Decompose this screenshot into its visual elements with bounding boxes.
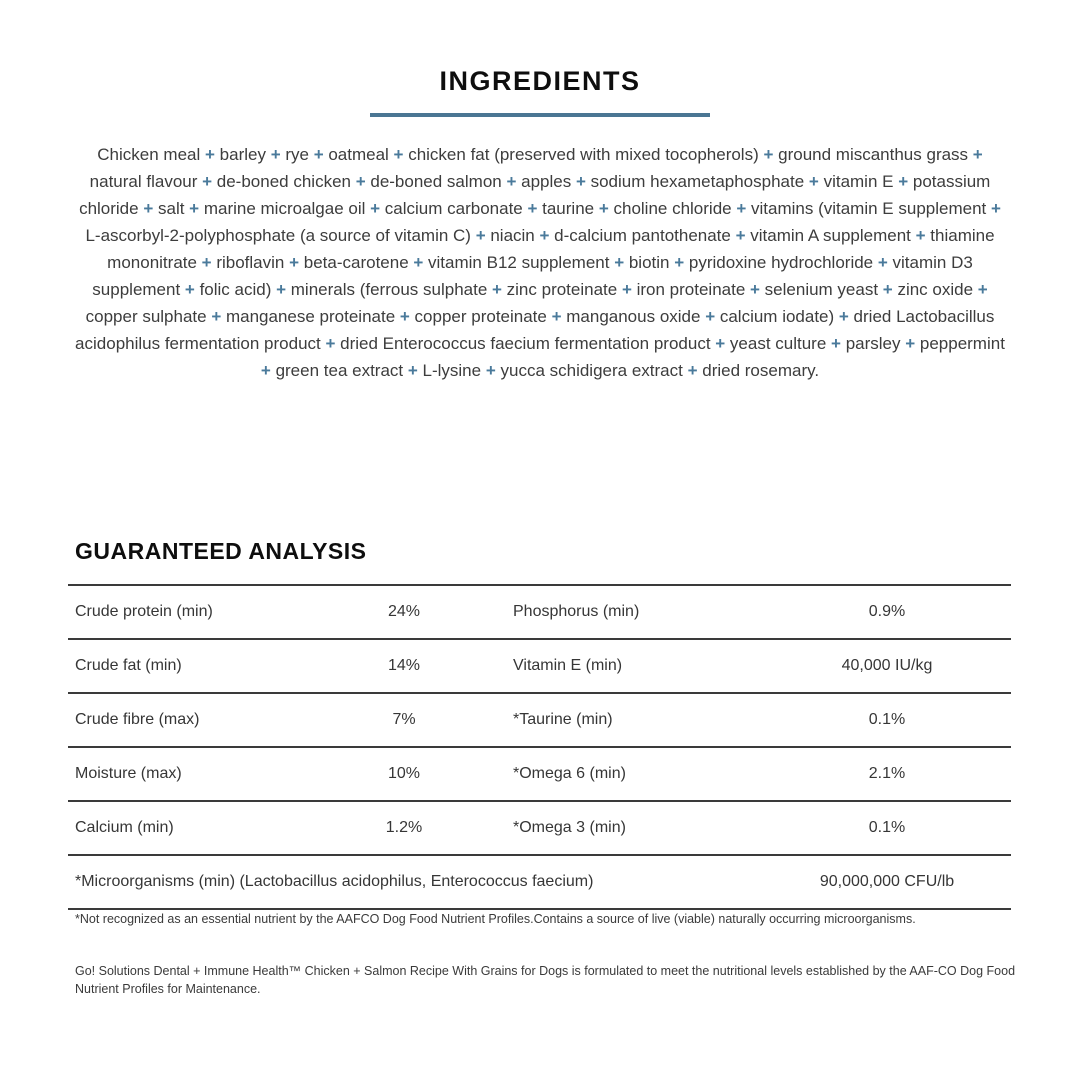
- nutrient-value: 7%: [392, 711, 416, 728]
- plus-separator: +: [682, 361, 703, 380]
- plus-separator: +: [403, 361, 423, 380]
- nutrient-label: Phosphorus (min): [513, 603, 640, 620]
- ingredient-item: potassium chloride: [79, 172, 991, 218]
- ingredient-item: beta-carotene: [303, 253, 409, 272]
- nutrient-label: Calcium (min): [75, 819, 174, 836]
- plus-separator: +: [826, 334, 846, 353]
- plus-separator: +: [196, 253, 217, 272]
- plus-separator: +: [710, 334, 730, 353]
- plus-separator: +: [758, 145, 779, 164]
- plus-separator: +: [730, 226, 751, 245]
- plus-separator: +: [669, 253, 689, 272]
- ingredient-item: manganous oxide: [566, 307, 701, 326]
- ingredients-title: INGREDIENTS: [439, 66, 641, 96]
- plus-separator: +: [206, 307, 226, 326]
- nutrient-value: 24%: [387, 603, 421, 620]
- plus-separator: +: [481, 361, 501, 380]
- ingredient-item: green tea extract: [275, 361, 404, 380]
- ingredient-item: L-ascorbyl-2-polyphosphate (a source of vitamin C): [85, 226, 471, 245]
- plus-separator: +: [893, 172, 913, 191]
- ingredient-item: apples: [521, 172, 572, 191]
- ingredient-item: pyridoxine hydrochloride: [688, 253, 874, 272]
- ingredient-item: sodium hexametaphosphate: [590, 172, 805, 191]
- ingredient-item: yeast culture: [729, 334, 827, 353]
- plus-separator: +: [487, 280, 507, 299]
- ingredient-item: yucca schidigera extract: [500, 361, 683, 380]
- plus-separator: +: [900, 334, 920, 353]
- ingredient-item: parsley: [845, 334, 901, 353]
- guaranteed-analysis-title: GUARANTEED ANALYSIS: [75, 538, 367, 564]
- plus-separator: +: [617, 280, 637, 299]
- plus-separator: +: [501, 172, 522, 191]
- plus-separator: +: [968, 145, 983, 164]
- ingredient-item: chicken fat (preserved with mixed tocopherols): [408, 145, 759, 164]
- ingredient-item: peppermint: [919, 334, 1005, 353]
- ingredients-paragraph: [75, 141, 1005, 384]
- table-row: [68, 692, 1011, 746]
- nutrient-value: 0.9%: [868, 603, 906, 620]
- ingredient-item: selenium yeast: [764, 280, 879, 299]
- nutrient-value: 1.2%: [385, 819, 423, 836]
- analysis-table-body: [68, 584, 1011, 854]
- ingredient-item: dried Lactobacillus acidophilus fermentation product: [75, 307, 995, 353]
- plus-separator: +: [546, 307, 567, 326]
- plus-separator: +: [265, 145, 286, 164]
- plus-separator: +: [184, 199, 204, 218]
- nutrient-label: *Omega 6 (min): [513, 765, 626, 782]
- ingredient-item: manganese proteinate: [225, 307, 396, 326]
- plus-separator: +: [910, 226, 931, 245]
- table-row: [68, 638, 1011, 692]
- ingredient-item: marine microalgae oil: [203, 199, 366, 218]
- plus-separator: +: [522, 199, 543, 218]
- plus-separator: +: [320, 334, 341, 353]
- plus-separator: +: [180, 280, 200, 299]
- plus-separator: +: [878, 280, 898, 299]
- ingredient-item: oatmeal: [328, 145, 389, 164]
- ingredient-item: rye: [285, 145, 309, 164]
- nutrient-label: Crude fat (min): [75, 657, 182, 674]
- nutrient-label: *Omega 3 (min): [513, 819, 626, 836]
- ingredient-item: minerals (ferrous sulphate: [290, 280, 488, 299]
- ingredient-item: biotin: [628, 253, 670, 272]
- plus-separator: +: [731, 199, 751, 218]
- ingredient-item: vitamin D3 supplement: [92, 253, 973, 299]
- plus-separator: +: [986, 199, 1001, 218]
- plus-separator: +: [594, 199, 614, 218]
- ingredient-item: vitamin B12 supplement: [428, 253, 610, 272]
- ingredient-item: zinc proteinate: [506, 280, 618, 299]
- ingredient-item: Chicken meal: [97, 145, 201, 164]
- ingredient-item: copper sulphate: [85, 307, 207, 326]
- ingredient-item: dried Enterococcus faecium fermentation product: [340, 334, 711, 353]
- nutrient-label: Crude fibre (max): [75, 711, 200, 728]
- ingredients-title-underline: [370, 113, 710, 117]
- ingredient-item: thiamine mononitrate: [107, 226, 995, 272]
- plus-separator: +: [138, 199, 158, 218]
- plus-separator: +: [745, 280, 765, 299]
- plus-separator: +: [395, 307, 415, 326]
- plus-separator: +: [260, 361, 276, 380]
- plus-separator: +: [609, 253, 629, 272]
- plus-separator: +: [408, 253, 429, 272]
- nutrient-label: *Taurine (min): [513, 711, 613, 728]
- footnote-formulation-statement: Go! Solutions Dental + Immune Health™ Chicken + Salmon Recipe With Grains for Dogs is formulated to meet the nutritional levels established by the AAF-CO Dog Food Nutrient Profiles for Maintenance.: [75, 964, 1016, 997]
- table-row-microorganisms: [68, 854, 1011, 910]
- ingredient-item: choline chloride: [613, 199, 732, 218]
- nutrient-label: *Microorganisms (min) (Lactobacillus acidophilus, Enterococcus faecium): [75, 873, 594, 890]
- footnote-aafco-nutrient: *Not recognized as an essential nutrient by the AAFCO Dog Food Nutrient Profiles.Contains a source of live (viable) naturally occurring microorganisms.: [75, 912, 916, 926]
- plus-separator: +: [388, 145, 409, 164]
- nutrient-value: 90,000,000 CFU/lb: [819, 873, 955, 890]
- table-row: [68, 746, 1011, 800]
- plus-separator: +: [284, 253, 304, 272]
- nutrient-value: 40,000 IU/kg: [841, 657, 933, 674]
- nutrient-label: Vitamin E (min): [513, 657, 623, 674]
- ingredient-item: taurine: [542, 199, 595, 218]
- ingredient-item: ground miscanthus grass: [778, 145, 969, 164]
- plus-separator: +: [534, 226, 555, 245]
- ingredient-item: riboflavin: [216, 253, 285, 272]
- ingredient-item: dried rosemary.: [702, 361, 820, 380]
- ingredient-item: salt: [157, 199, 185, 218]
- ingredient-item: barley: [219, 145, 266, 164]
- nutrient-value: 0.1%: [868, 711, 906, 728]
- ingredient-item: folic acid): [199, 280, 272, 299]
- ingredient-item: calcium iodate): [719, 307, 835, 326]
- table-row: [68, 800, 1011, 854]
- plus-separator: +: [804, 172, 824, 191]
- plus-separator: +: [571, 172, 591, 191]
- nutrient-value: 14%: [387, 657, 421, 674]
- plus-separator: +: [350, 172, 371, 191]
- plus-separator: +: [834, 307, 854, 326]
- nutrient-label: Moisture (max): [75, 765, 182, 782]
- ingredient-item: d-calcium pantothenate: [554, 226, 731, 245]
- plus-separator: +: [271, 280, 291, 299]
- plus-separator: +: [365, 199, 385, 218]
- ingredient-item: de-boned chicken: [216, 172, 351, 191]
- ingredient-item: L-lysine: [422, 361, 482, 380]
- ingredient-item: vitamin A supplement: [750, 226, 911, 245]
- ingredient-item: zinc oxide: [897, 280, 974, 299]
- plus-separator: +: [873, 253, 893, 272]
- ingredient-item: de-boned salmon: [370, 172, 502, 191]
- plus-separator: +: [973, 280, 988, 299]
- ingredient-item: vitamin E: [823, 172, 894, 191]
- nutrient-label: Crude protein (min): [75, 603, 213, 620]
- ingredient-item: copper proteinate: [414, 307, 547, 326]
- nutrient-value: 2.1%: [868, 765, 906, 782]
- guaranteed-analysis-table: [68, 584, 1011, 910]
- ingredient-item: iron proteinate: [636, 280, 746, 299]
- ingredient-item: calcium carbonate: [384, 199, 523, 218]
- plus-separator: +: [308, 145, 329, 164]
- nutrient-value: 10%: [387, 765, 421, 782]
- ingredient-item: niacin: [490, 226, 535, 245]
- ingredient-item: natural flavour: [89, 172, 198, 191]
- table-row: [68, 584, 1011, 638]
- nutrient-value: 0.1%: [868, 819, 906, 836]
- plus-separator: +: [700, 307, 720, 326]
- ingredient-item: vitamins (vitamin E supplement: [751, 199, 987, 218]
- plus-separator: +: [200, 145, 220, 164]
- plus-separator: +: [197, 172, 217, 191]
- plus-separator: +: [470, 226, 491, 245]
